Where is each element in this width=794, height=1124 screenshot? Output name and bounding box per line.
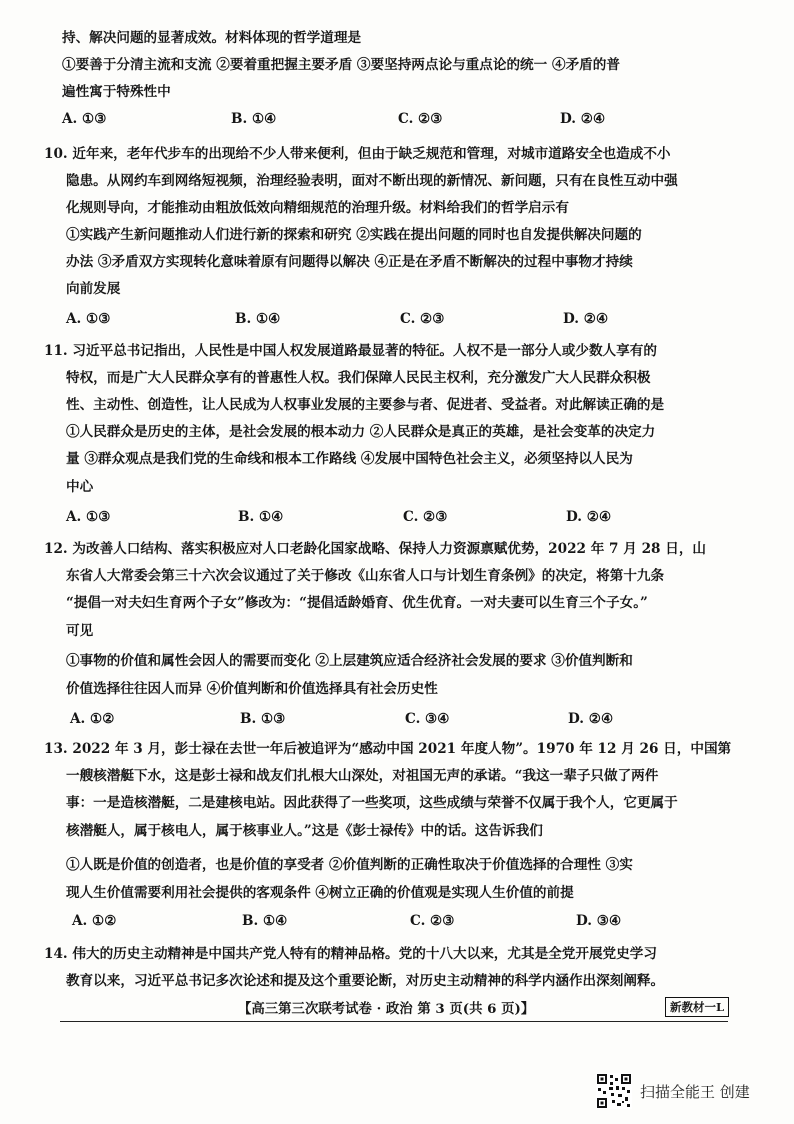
page-footer-title: 【高三第三次联考试卷 · 政治 第 3 页(共 6 页)】 [238, 1001, 535, 1017]
q13-option-b: B. ①④ [242, 913, 288, 929]
q14-stem-line-2: 教育以来，习近平总书记多次论述和提及这个重要论断，对历史主动精神的科学内涵作出深刻阐释。 [66, 973, 665, 989]
q13-statement-line-1: ①人既是价值的创造者，也是价值的享受者 ②价值判断的正确性取决于价值选择的合理性 ③实 [66, 857, 633, 873]
q10-stem-line-2: 隐患。从网约车到网络短视频，治理经验表明，面对不断出现的新情况、新问题，只有在良性互动中强 [66, 173, 678, 189]
q9-statement-line-2: 遍性寓于特殊性中 [62, 84, 171, 100]
q13-option-c: C. ②③ [410, 913, 455, 929]
q10-option-a: A. ①③ [66, 311, 111, 327]
q12-statement-line-2: 价值选择往往因人而异 ④价值判断和价值选择具有社会历史性 [66, 681, 438, 697]
q10-statement-line-1: ①实践产生新问题推动人们进行新的探索和研究 ②实践在提出问题的同时也自发提供解决问题的 [66, 227, 642, 243]
q9-option-d: D. ②④ [560, 111, 606, 127]
q11-option-a: A. ①③ [66, 509, 111, 525]
q12-option-b: B. ①③ [240, 711, 286, 727]
q13-stem-line-2: 一艘核潜艇下水，这是彭士禄和战友们扎根大山深处，对祖国无声的承诺。“我这一辈子只做了两件 [66, 768, 659, 784]
q9-option-b: B. ①④ [231, 111, 277, 127]
q13-stem-line-3: 事：一是造核潜艇，二是建核电站。因此获得了一些奖项，这些成绩与荣誉不仅属于我个人，它更属于 [66, 795, 678, 811]
q13-stem-line-1: 13. 2022 年 3 月，彭士禄在去世一年后被追评为“感动中国 2021 年度人物”。1970 年 12 月 26 日，中国第 [44, 741, 732, 757]
q12-stem-line-2: 东省人大常委会第三十六次会议通过了关于修改《山东省人口与计划生育条例》的决定，将第十九条 [66, 568, 665, 584]
scanner-watermark: 扫描全能王 创建 [640, 1083, 750, 1101]
q12-option-c: C. ③④ [405, 711, 450, 727]
q10-option-b: B. ①④ [235, 311, 281, 327]
q12-stem-line-1: 12. 为改善人口结构、落实积极应对人口老龄化国家战略、保持人力资源禀赋优势，2022 年 7 月 28 日，山 [44, 541, 707, 557]
q12-stem-line-4: 可见 [66, 623, 94, 639]
q11-option-c: C. ②③ [403, 509, 448, 525]
q12-option-d: D. ②④ [568, 711, 614, 727]
q9-stem-line-1: 持、解决问题的显著成效。材料体现的哲学道理是 [62, 30, 362, 46]
q14-stem-line-1: 14. 伟大的历史主动精神是中国共产党人特有的精神品格。党的十八大以来，尤其是全党开展党史学习 [44, 946, 657, 962]
q9-option-c: C. ②③ [398, 111, 443, 127]
q11-statement-line-1: ①人民群众是历史的主体，是社会发展的根本动力 ②人民群众是真正的英雄，是社会变革的决定力 [66, 424, 656, 440]
q9-statement-line-1: ①要善于分清主流和支流 ②要着重把握主要矛盾 ③要坚持两点论与重点论的统一 ④矛盾的普 [62, 57, 620, 73]
qr-code-icon [596, 1073, 632, 1109]
q11-statement-line-2: 量 ③群众观点是我们党的生命线和根本工作路线 ④发展中国特色社会主义，必须坚持以人民为 [66, 451, 633, 467]
q10-stem-line-1: 10. 近年来，老年代步车的出现给不少人带来便利，但由于缺乏规范和管理，对城市道路安全也造成不小 [44, 146, 671, 162]
q11-option-d: D. ②④ [566, 509, 612, 525]
q13-statement-line-2: 现人生价值需要利用社会提供的客观条件 ④树立正确的价值观是实现人生价值的前提 [66, 885, 574, 901]
q11-stem-line-3: 性、主动性、创造性，让人民成为人权事业发展的主要参与者、促进者、受益者。对此解读正确的是 [66, 397, 665, 413]
q11-option-b: B. ①④ [238, 509, 284, 525]
q13-stem-line-4: 核潜艇人，属于核电人，属于核事业人。”这是《彭士禄传》中的话。这告诉我们 [66, 823, 543, 839]
q13-option-d: D. ③④ [576, 913, 622, 929]
q10-option-c: C. ②③ [400, 311, 445, 327]
q10-stem-line-3: 化规则导向，才能推动由粗放低效向精细规范的治理升级。材料给我们的哲学启示有 [66, 200, 569, 216]
q12-stem-line-3: “提倡一对夫妇生育两个子女”修改为：“提倡适龄婚育、优生优育。一对夫妻可以生育三个子女。” [66, 595, 648, 611]
q11-statement-line-3: 中心 [66, 479, 94, 495]
q13-option-a: A. ①② [72, 913, 117, 929]
edition-tag: 新教材一L [665, 997, 729, 1017]
q12-option-a: A. ①② [70, 711, 115, 727]
footer-divider [60, 1021, 728, 1022]
q9-option-a: A. ①③ [62, 111, 107, 127]
q12-statement-line-1: ①事物的价值和属性会因人的需要而变化 ②上层建筑应适合经济社会发展的要求 ③价值判断和 [66, 653, 633, 669]
q10-statement-line-3: 向前发展 [66, 281, 121, 297]
q11-stem-line-2: 特权，而是广大人民群众享有的普惠性人权。我们保障人民民主权利，充分激发广大人民群众积极 [66, 370, 651, 386]
q11-stem-line-1: 11. 习近平总书记指出，人民性是中国人权发展道路最显著的特征。人权不是一部分人或少数人享有的 [44, 343, 657, 359]
q10-statement-line-2: 办法 ③矛盾双方实现转化意味着原有问题得以解决 ④正是在矛盾不断解决的过程中事物才持续 [66, 254, 633, 270]
q10-option-d: D. ②④ [563, 311, 609, 327]
